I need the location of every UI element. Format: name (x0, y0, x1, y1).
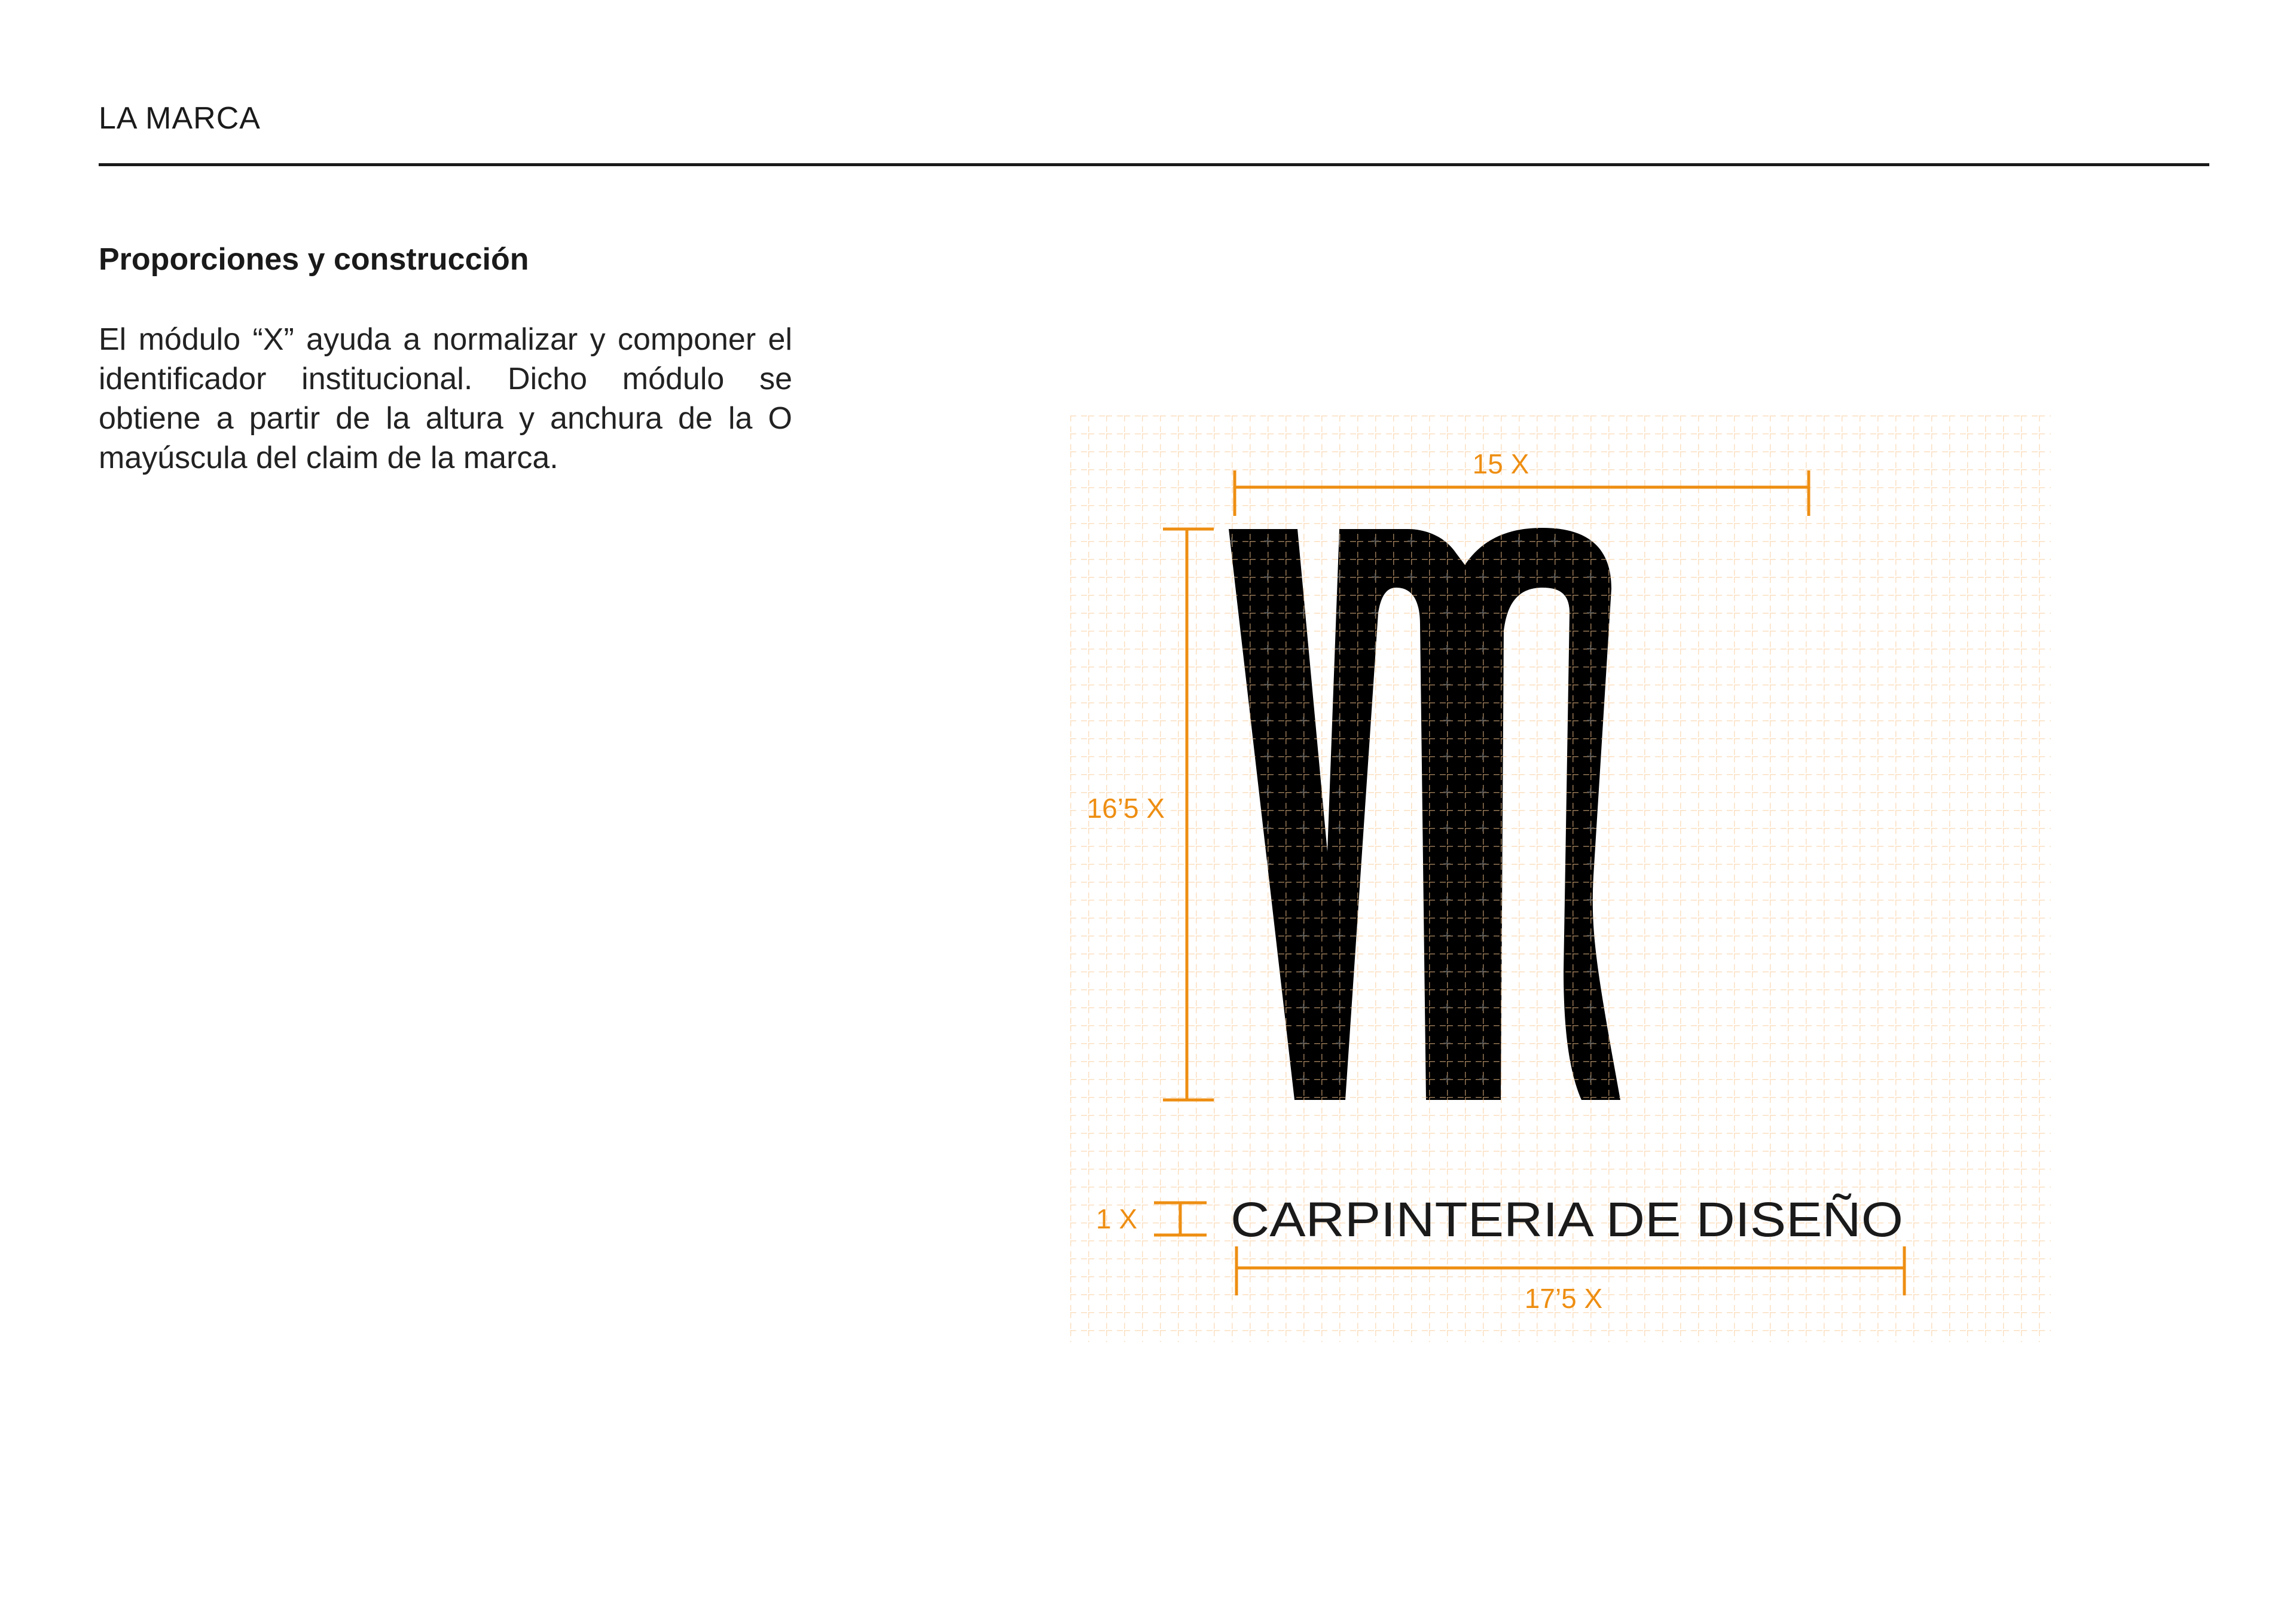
description-paragraph: El módulo “X” ayuda a normalizar y componer el identificador institucional. Dicho módulo se obtiene a partir de la altura y anchura de la O mayúscula del claim de la marca. (99, 322, 792, 475)
height-label: 16’5 X (1086, 793, 1165, 824)
section-label: LA MARCA (99, 101, 261, 136)
construction-figure (1070, 415, 2051, 1342)
section-subtitle: Proporciones y construcción (99, 242, 529, 277)
brand-claim: CARPINTERIA DE DISEÑO (1231, 1193, 1903, 1247)
width-label: 15 X (1472, 448, 1529, 479)
header-rule (99, 163, 2209, 166)
module-label: 1 X (1095, 1203, 1137, 1234)
claim-width-label: 17’5 X (1524, 1283, 1603, 1314)
